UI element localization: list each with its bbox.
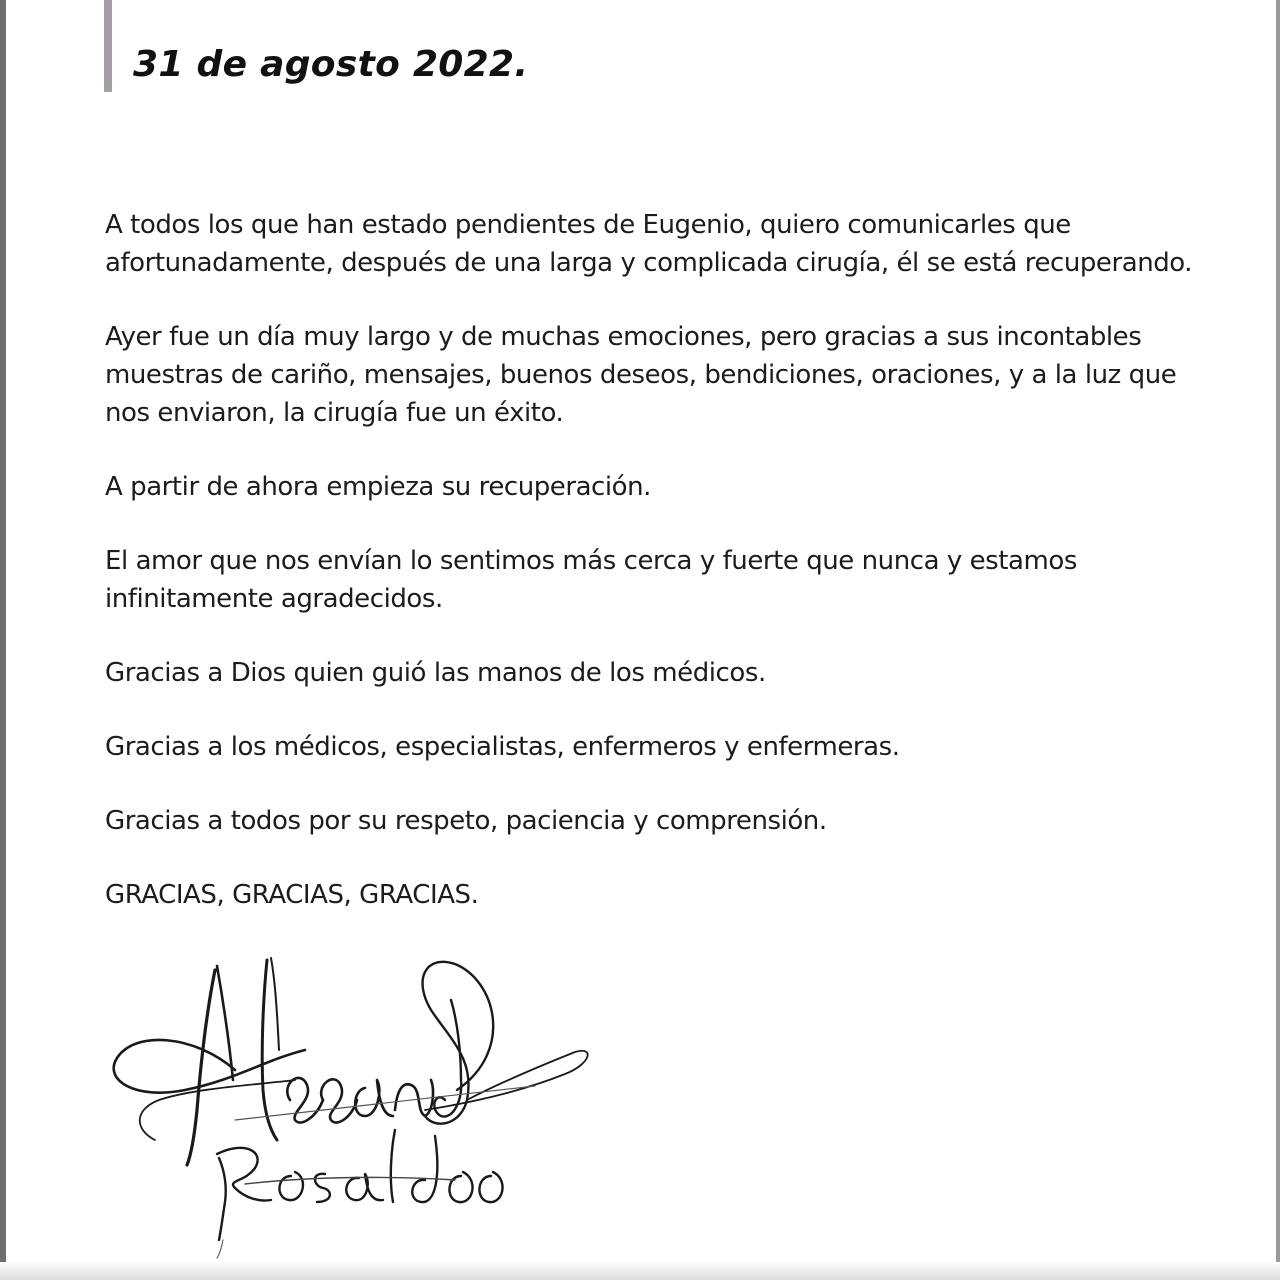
letter-date: 31 de agosto 2022. <box>133 44 529 85</box>
signature-drawing <box>95 940 615 1260</box>
page-frame-bottom-edge <box>0 1262 1280 1280</box>
paragraph-yesterday: Ayer fue un día muy largo y de muchas emociones, pero gracias a sus incontables muestras de cariño, mensajes, buenos deseos, bendiciones, oraciones, y a la luz que nos enviaron, la cirugía fue un éxito. <box>105 322 1177 428</box>
paragraph-love: El amor que nos envían lo sentimos más cerca y fuerte que nunca y estamos infinitamente agradecidos. <box>105 546 1077 614</box>
letter-body <box>105 206 1215 950</box>
page-frame-right-edge <box>1276 0 1280 1280</box>
paragraph-thanks-all: Gracias a todos por su respeto, paciencia y comprensión. <box>105 806 827 836</box>
date-accent-bar <box>104 0 112 92</box>
paragraph-thanks-god: Gracias a Dios quien guió las manos de los médicos. <box>105 658 766 688</box>
paragraph-recovery: A partir de ahora empieza su recuperación. <box>105 472 651 502</box>
page-frame-left-edge <box>0 0 6 1280</box>
handwritten-signature <box>95 940 615 1260</box>
paragraph-closing: GRACIAS, GRACIAS, GRACIAS. <box>105 880 479 910</box>
paragraph-intro: A todos los que han estado pendientes de Eugenio, quiero comunicarles que afortunadamente, después de una larga y complicada cirugía, él se está recuperando. <box>105 210 1193 278</box>
paragraph-thanks-doctors: Gracias a los médicos, especialistas, enfermeros y enfermeras. <box>105 732 900 762</box>
